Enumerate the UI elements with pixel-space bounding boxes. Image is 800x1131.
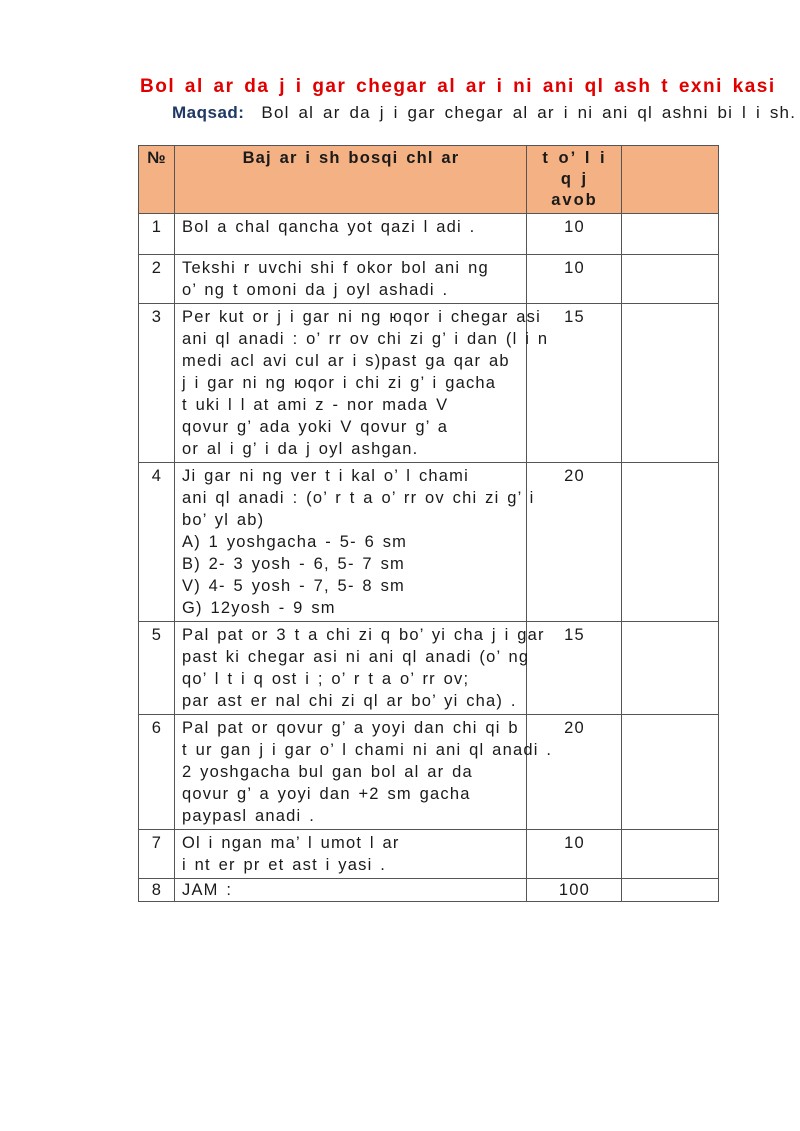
row-score: 15 [527, 622, 622, 715]
row-step-description [175, 463, 535, 622]
step-line: Pal pat or 3 t a chi zi q bo’ yi cha j i gar [182, 626, 545, 644]
step-line: t ur gan j i gar o’ l chami ni ani ql anadi . [182, 741, 553, 759]
table-row [139, 255, 719, 304]
table-row [139, 214, 719, 255]
step-line: Tekshi r uvchi shi f okor bol ani ng [182, 259, 489, 277]
row-extra [622, 715, 719, 830]
step-line: Ji gar ni ng ver t i kal o’ l chami [182, 467, 469, 485]
row-score: 10 [527, 214, 622, 255]
table-row [139, 830, 719, 879]
step-line: par ast er nal chi zi ql ar bo’ yi cha) . [182, 692, 517, 710]
row-step-description [175, 879, 527, 902]
step-line: qovur g’ ada yoki V qovur g’ a [182, 418, 449, 436]
table-row [139, 622, 719, 715]
row-step-description [175, 214, 527, 255]
step-line: j i gar ni ng юqor i chi zi g’ i gacha [182, 374, 497, 392]
row-score: 20 [527, 715, 622, 830]
row-extra [622, 830, 719, 879]
step-line: V) 4- 5 yosh - 7, 5- 8 sm [182, 577, 405, 595]
header-full-answer: t o’ l i q j avob [527, 146, 622, 214]
row-number: 2 [139, 255, 175, 304]
step-line: past ki chegar asi ni ani ql anadi (o’ ng [182, 648, 530, 666]
row-score: 10 [527, 255, 622, 304]
step-line: JAM : [182, 881, 233, 899]
step-line: medi acl avi cul ar i s)past ga qar ab [182, 352, 510, 370]
step-line: Pal pat or qovur g’ a yoyi dan chi qi b [182, 719, 519, 737]
row-extra [622, 255, 719, 304]
row-number: 5 [139, 622, 175, 715]
header-steps: Baj ar i sh bosqi chl ar [175, 146, 527, 214]
row-step-description [175, 304, 549, 463]
row-step-description [175, 715, 553, 830]
row-step-description [175, 622, 545, 715]
row-extra [622, 879, 719, 902]
table-row [139, 304, 719, 463]
table-body [139, 214, 719, 902]
step-line: o’ ng t omoni da j oyl ashadi . [182, 281, 449, 299]
table-row [139, 463, 719, 622]
step-line: or al i g’ i da j oyl ashgan. [182, 440, 419, 458]
step-line: G) 12yosh - 9 sm [182, 599, 336, 617]
header-extra [622, 146, 719, 214]
step-line: Bol a chal qancha yot qazi l adi . [182, 218, 476, 236]
row-score: 10 [527, 830, 622, 879]
step-line: Ol i ngan ma’ l umot l ar [182, 834, 400, 852]
row-number: 1 [139, 214, 175, 255]
steps-table [138, 145, 719, 902]
row-number: 7 [139, 830, 175, 879]
goal-label: Maqsad: [172, 103, 245, 122]
table-header-row [139, 146, 719, 214]
row-number: 3 [139, 304, 175, 463]
step-line: ani ql anadi : o’ rr ov chi zi g’ i dan (l i n [182, 330, 549, 348]
row-score: 100 [527, 879, 622, 902]
row-extra [622, 622, 719, 715]
step-line: qovur g’ a yoyi dan +2 sm gacha [182, 785, 471, 803]
step-line: qo’ l t i q ost i ; o’ r t a o’ rr ov; [182, 670, 470, 688]
header-number: № [139, 146, 175, 214]
step-line: ani ql anadi : (o’ r t a o’ rr ov chi zi g’ i [182, 489, 535, 507]
row-score: 20 [527, 463, 622, 622]
row-step-description [175, 830, 527, 879]
step-line: A) 1 yoshgacha - 5- 6 sm [182, 533, 408, 551]
goal-text: Bol al ar da j i gar chegar al ar i ni ani ql ashni bi l i sh. [261, 103, 797, 122]
row-extra [622, 463, 719, 622]
row-number: 6 [139, 715, 175, 830]
step-line: Per kut or j i gar ni ng юqor i chegar asi [182, 308, 541, 326]
step-line: paypasl anadi . [182, 807, 315, 825]
step-line: 2 yoshgacha bul gan bol al ar da [182, 763, 473, 781]
row-extra [622, 304, 719, 463]
row-number: 8 [139, 879, 175, 902]
row-number: 4 [139, 463, 175, 622]
goal-line [172, 103, 796, 123]
row-score: 15 [527, 304, 622, 463]
table-row [139, 715, 719, 830]
step-line: B) 2- 3 yosh - 6, 5- 7 sm [182, 555, 405, 573]
row-step-description [175, 255, 527, 304]
page-title: Bol al ar da j i gar chegar al ar i ni ani ql ash t exni kasi [140, 76, 776, 97]
step-line: i nt er pr et ast i yasi . [182, 856, 387, 874]
step-line: bo’ yl ab) [182, 511, 265, 529]
row-extra [622, 214, 719, 255]
table-row [139, 879, 719, 902]
step-line: t uki l l at ami z - nor mada V [182, 396, 449, 414]
